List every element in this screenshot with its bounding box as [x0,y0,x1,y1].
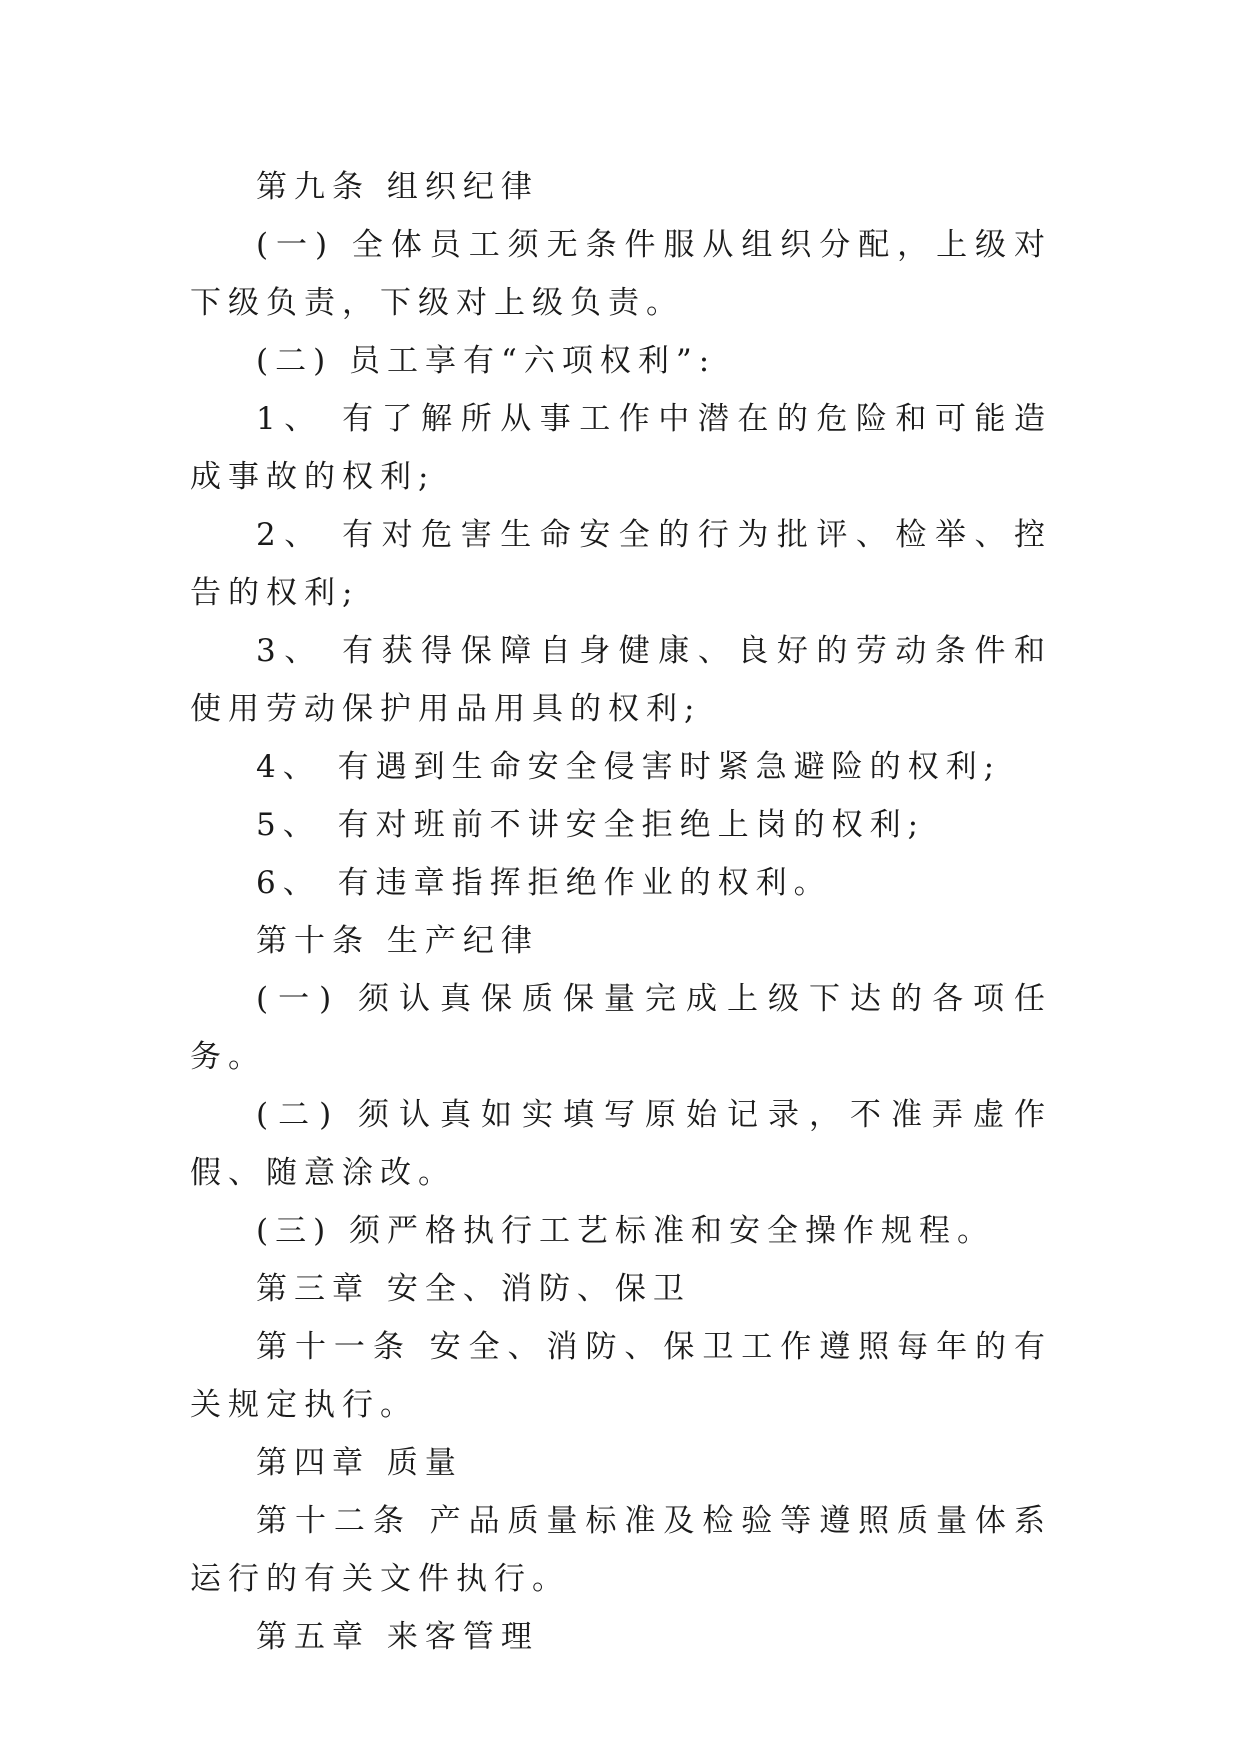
article-9-item-1: (一) 全体员工须无条件服从组织分配，上级对下级负责，下级对上级负责。 [190,227,1052,321]
right-item-4: 4、 有遇到生命安全侵害时紧急避险的权利; [256,749,1002,785]
right-item-3: 3、 有获得保障自身健康、良好的劳动条件和使用劳动保护用品用具的权利; [190,633,1052,727]
chapter-3-heading: 第三章 安全、消防、保卫 [256,1271,691,1307]
article-11: 第十一条 安全、消防、保卫工作遵照每年的有关规定执行。 [190,1329,1052,1423]
article-10-item-1: (一) 须认真保质保量完成上级下达的各项任务。 [190,981,1052,1075]
right-item-5: 5、 有对班前不讲安全拒绝上岗的权利; [256,807,926,843]
article-9-heading: 第九条 组织纪律 [256,169,539,205]
chapter-4-heading: 第四章 质量 [256,1445,463,1481]
document-body [190,158,1052,1666]
right-item-2: 2、 有对危害生命安全的行为批评、检举、控告的权利; [190,517,1052,611]
article-10-item-2: (二) 须认真如实填写原始记录，不准弄虚作假、随意涂改。 [190,1097,1052,1191]
chapter-5-heading: 第五章 来客管理 [256,1619,539,1655]
article-12: 第十二条 产品质量标准及检验等遵照质量体系运行的有关文件执行。 [190,1503,1052,1597]
article-9-item-2: (二) 员工享有“六项权利”: [256,343,717,379]
right-item-1: 1、 有了解所从事工作中潜在的危险和可能造成事故的权利; [190,401,1052,495]
article-10-item-3: (三) 须严格执行工艺标准和安全操作规程。 [256,1213,996,1249]
article-10-heading: 第十条 生产纪律 [256,923,539,959]
right-item-6: 6、 有违章指挥拒绝作业的权利。 [256,865,832,901]
